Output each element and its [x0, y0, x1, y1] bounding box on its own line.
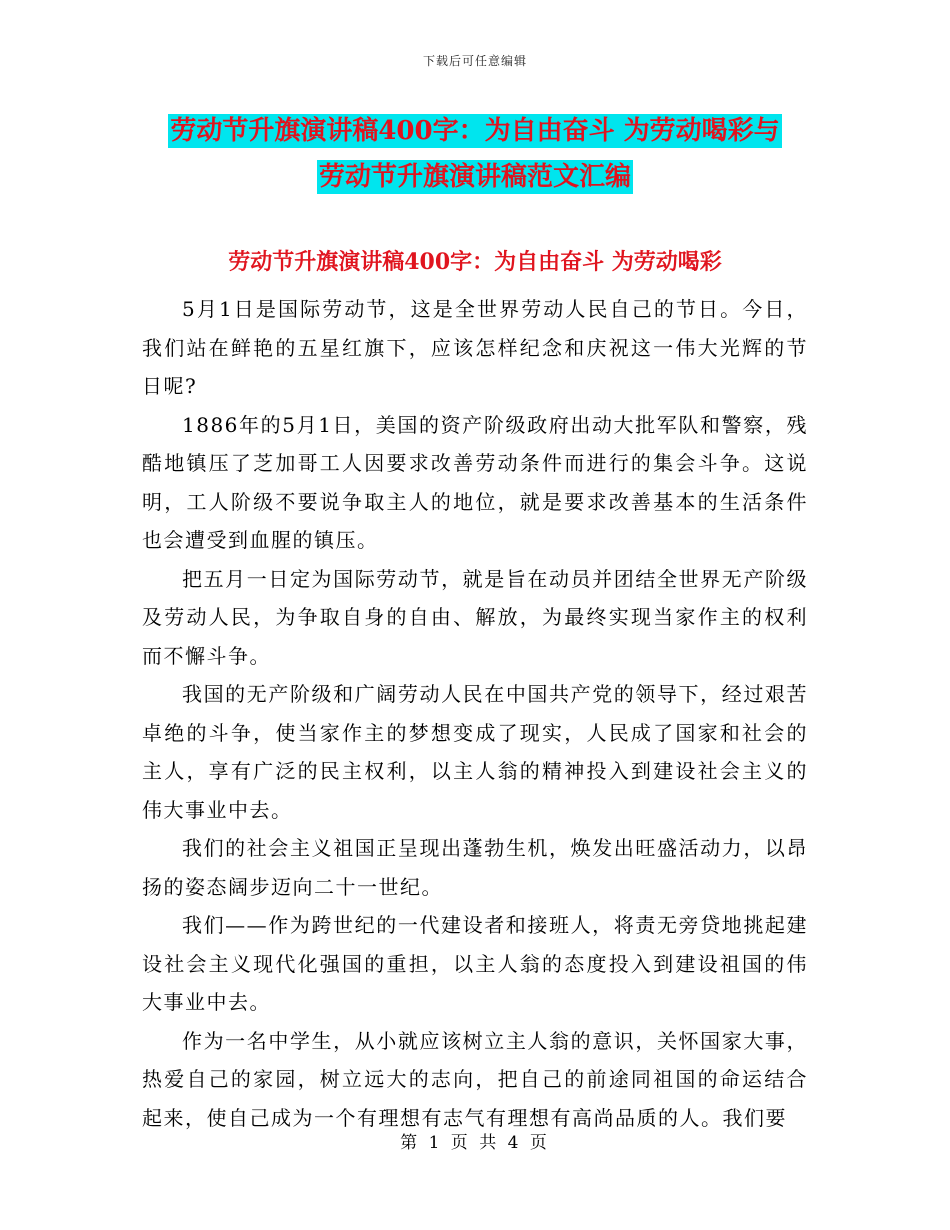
main-title-line-2: 劳动节升旗演讲稿范文汇编	[318, 162, 631, 192]
paragraph: 1886年的5月1日，美国的资产阶级政府出动大批军队和警察，残酷地镇压了芝加哥工人因要求改善劳动条件而进行的集会斗争。这说明，工人阶级不要说争取主人的地位，就是要求改善基本的生活条件也会遭受到血腥的镇压。	[142, 412, 808, 552]
body-text	[142, 290, 808, 1137]
paragraph: 我们——作为跨世纪的一代建设者和接班人，将责无旁贷地挑起建设社会主义现代化强国的重担，以主人翁的态度投入到建设祖国的伟大事业中去。	[142, 913, 808, 1014]
paragraph: 我们的社会主义祖国正呈现出蓬勃生机，焕发出旺盛活动力，以昂扬的姿态阔步迈向二十一世纪。	[142, 836, 808, 899]
header-note: 下载后可任意编辑	[422, 54, 527, 68]
main-title-line-1: 劳动节升旗演讲稿400字：为自由奋斗 为劳动喝彩与	[170, 116, 780, 146]
paragraph: 5月1日是国际劳动节，这是全世界劳动人民自己的节日。今日，我们站在鲜艳的五星红旗下，应该怎样纪念和庆祝这一伟大光辉的节日呢?	[142, 297, 808, 398]
page-number: 第 1 页 共 4 页	[400, 1133, 550, 1153]
section-title: 劳动节升旗演讲稿400字：为自由奋斗 为劳动喝彩	[228, 249, 722, 275]
main-title	[120, 108, 830, 200]
paragraph: 作为一名中学生，从小就应该树立主人翁的意识，关怀国家大事，热爱自己的家园，树立远大的志向，把自己的前途同祖国的命运结合起来，使自己成为一个有理想有志气有理想有高尚品质的人。我们要	[142, 1028, 808, 1130]
paragraph: 把五月一日定为国际劳动节，就是旨在动员并团结全世界无产阶级及劳动人民，为争取自身的自由、解放，为最终实现当家作主的权利而不懈斗争。	[142, 566, 808, 668]
paragraph: 我国的无产阶级和广阔劳动人民在中国共产党的领导下，经过艰苦卓绝的斗争，使当家作主的梦想变成了现实，人民成了国家和社会的主人，享有广泛的民主权利，以主人翁的精神投入到建设社会主义的伟大事业中去。	[142, 682, 808, 822]
